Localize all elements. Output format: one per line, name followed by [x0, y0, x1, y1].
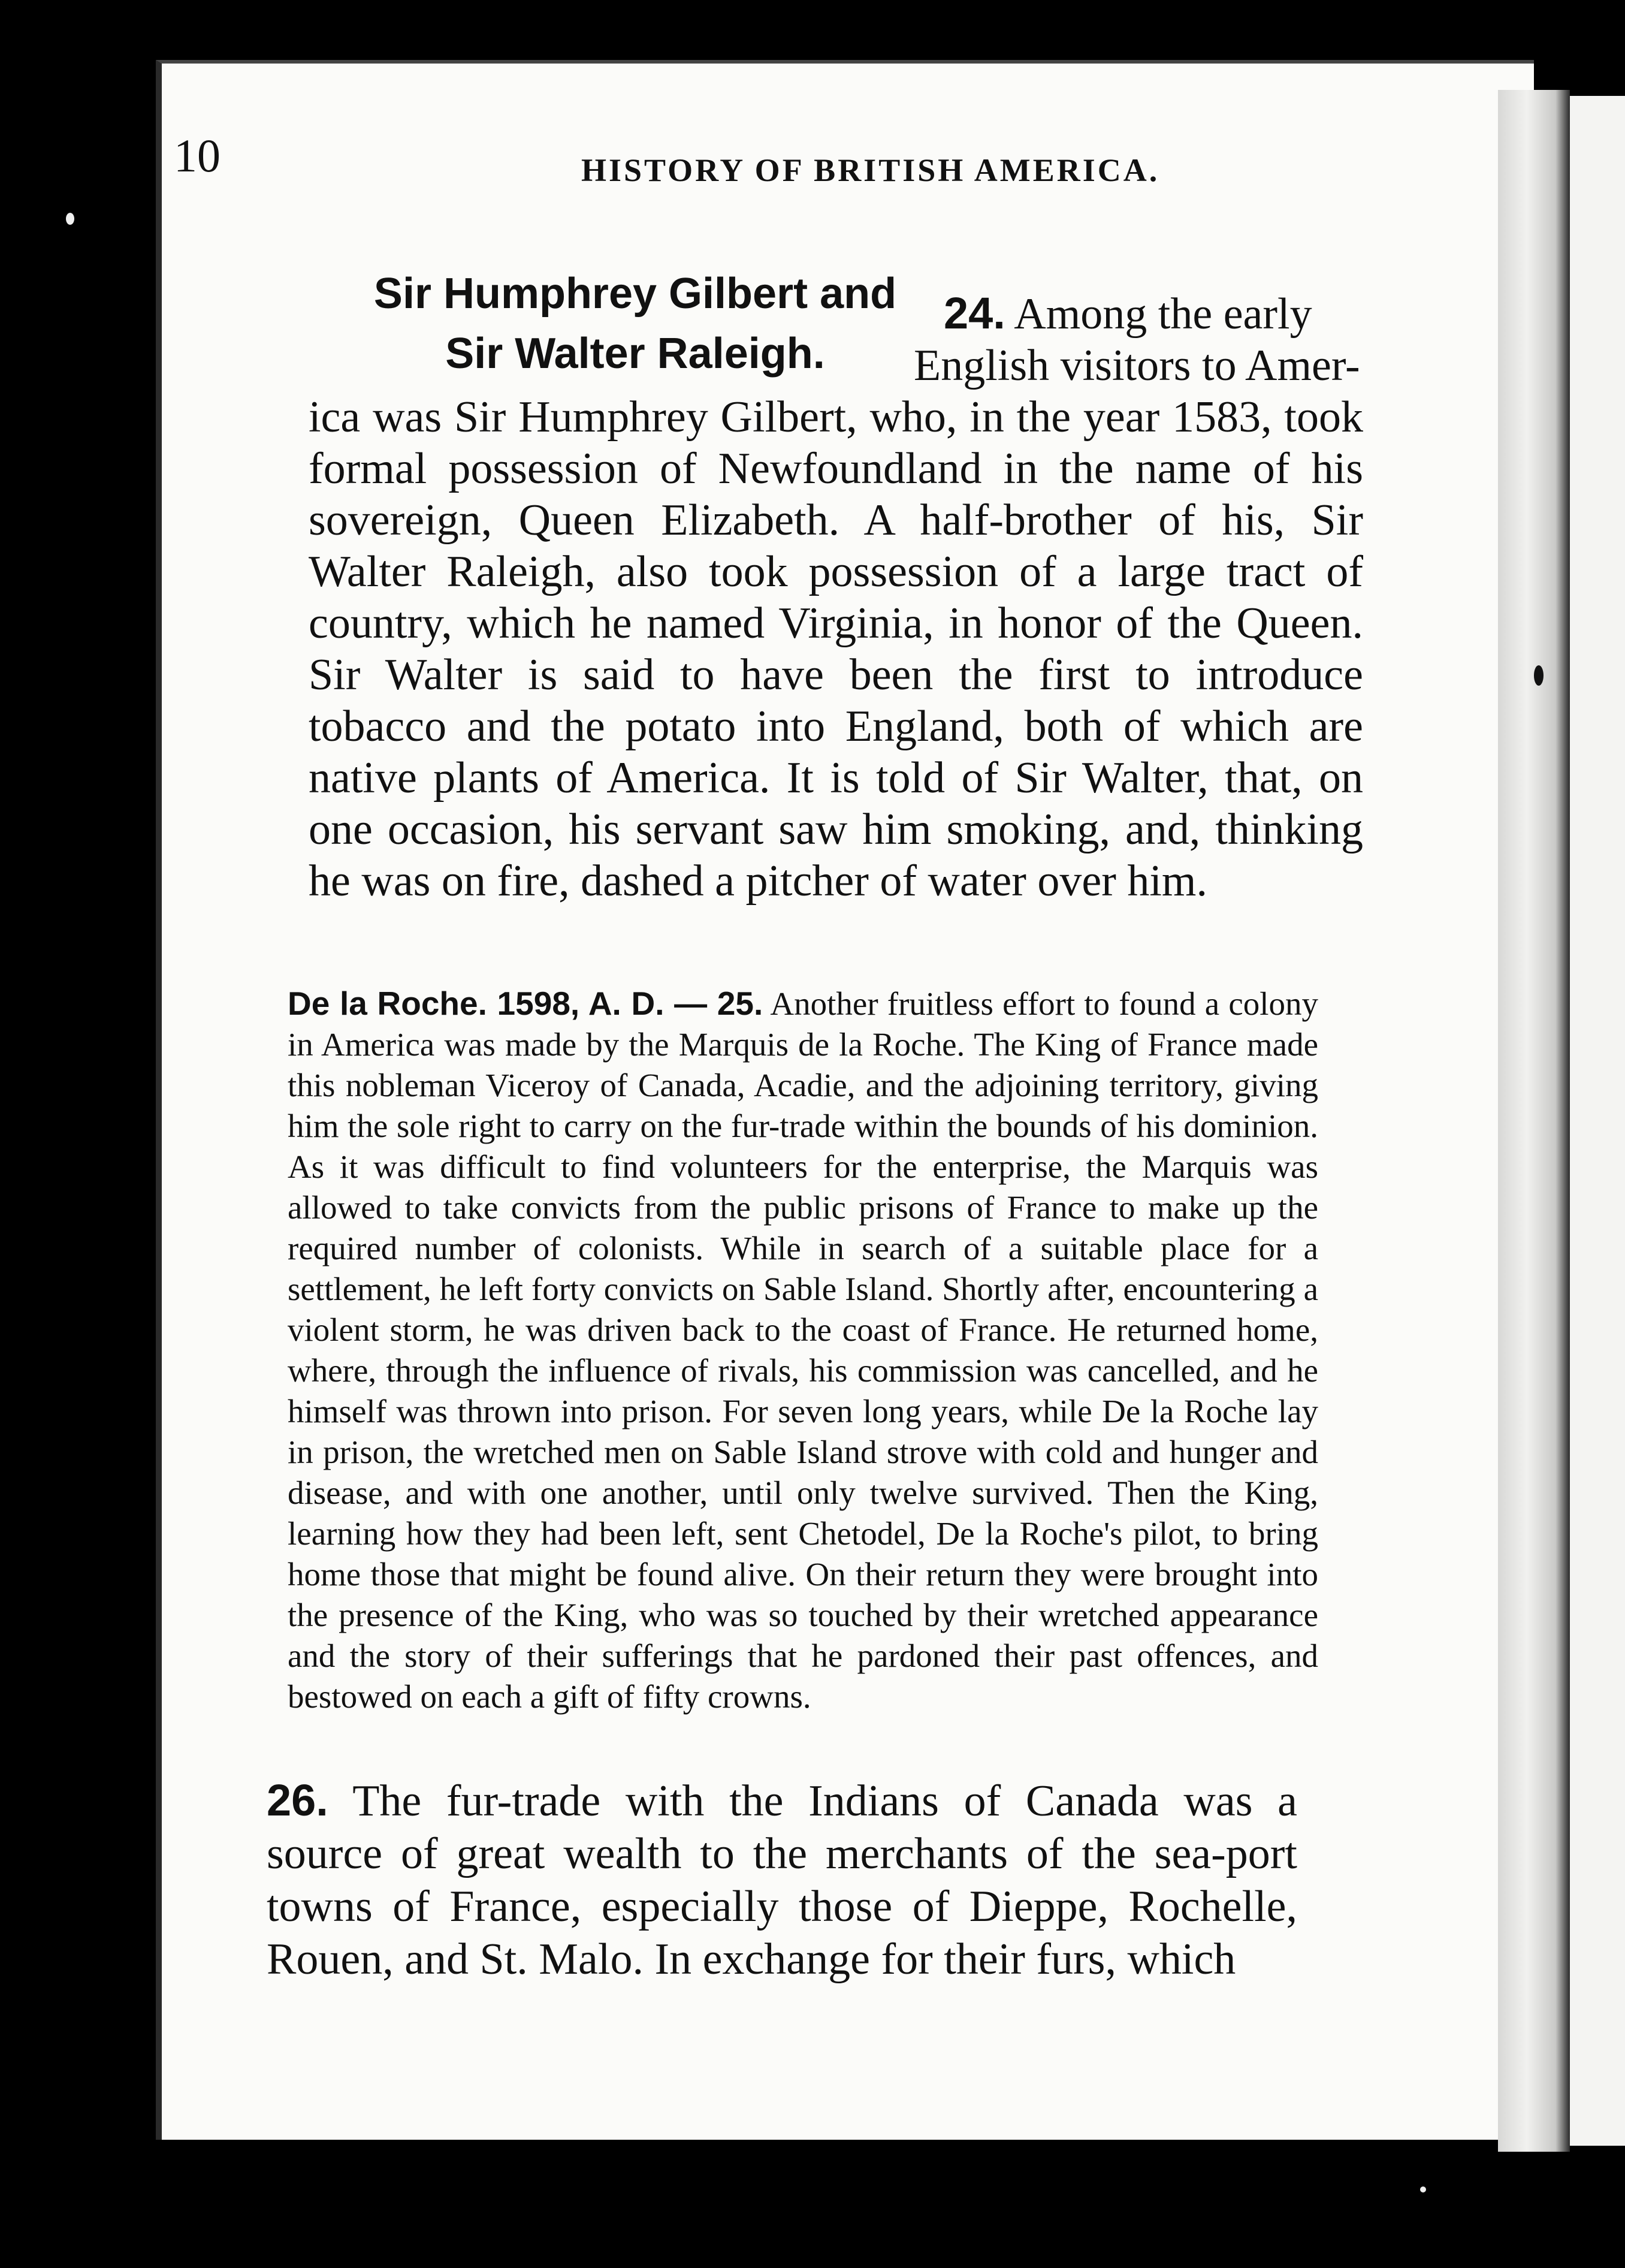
paragraph-26-body: The fur-trade with the Indians of Canada was a source of great wealth to the merchants of the sea-port towns of France, especially those of Dieppe, Rochelle, Rouen, and St. Malo. In exchange for their furs, which [267, 1777, 1297, 1984]
side-heading-line-2: Sir Walter Raleigh. [445, 330, 825, 378]
running-head: HISTORY OF BRITISH AMERICA. [581, 152, 1160, 188]
paragraph-number: 26. [267, 1775, 328, 1825]
paragraph-26 [267, 1774, 1297, 1986]
paragraph-25 [288, 983, 1318, 1717]
paragraph-25-lead: De la Roche. 1598, A. D. — 25. [288, 985, 763, 1022]
page-gutter [1498, 90, 1570, 2152]
side-heading-line-1: Sir Humphrey Gilbert and [373, 270, 897, 318]
paragraph-24-line-1: Among the early [1014, 289, 1312, 339]
page-number: 10 [174, 129, 221, 182]
paragraph-24-line-2: English visitors to Amer- [914, 341, 1360, 390]
paragraph-24-first-line [309, 288, 1363, 340]
scan-speck [1534, 665, 1544, 686]
paragraph-24 [309, 288, 1363, 907]
page-header [174, 129, 1492, 201]
paragraph-25-body: Another fruitless effort to found a colony in America was made by the Marquis de la Roche. The King of France made this nobleman Viceroy of Canada, Acadie, and the adjoining territory, giving him the sole right to carry on the fur-trade within the bounds of his dominion. As it was difficult to find volunteers for the enterprise, the Marquis was allowed to take convicts from the public prisons of France to make up the required number of colonists. While in search of a suitable place for a settlement, he left forty convicts on Sable Island. Shortly after, encountering a violent storm, he was driven back to the coast of France. He returned home, where, through the influence of rivals, his commission was cancelled, and he himself was thrown into prison. For seven long years, while De la Roche lay in prison, the wretched men on Sable Island strove with cold and hunger and disease, and with one another, until only twelve survived. Then the King, learning how they had been left, sent Chetodel, De la Roche's pilot, to bring home those that might be found alive. On their return they were brought into the presence of the King, who was so touched by their wretched appearance and the story of their sufferings that he pardoned their past offences, and bestowed on each a gift of fifty crowns. [288, 985, 1319, 1715]
scan-speck [1420, 2186, 1426, 2192]
paragraph-24-body: ica was Sir Humphrey Gilbert, who, in the year 1583, took formal possession of Newfoundland in the name of his sovereign, Queen Elizabeth. A half-brother of his, Sir Walter Raleigh, also took possession of a large tract of country, which he named Virginia, in honor of the Queen. Sir Walter is said to have been the first to introduce tobacco and the potato into England, both of which are native plants of America. It is told of Sir Walter, that, on one occasion, his servant saw him smoking, and, thinking he was on fire, dashed a pitcher of water over him. [309, 393, 1363, 906]
scan-speck [66, 213, 74, 225]
facing-page-edge [1570, 96, 1625, 2146]
paragraph-number: 24. [944, 288, 1005, 338]
